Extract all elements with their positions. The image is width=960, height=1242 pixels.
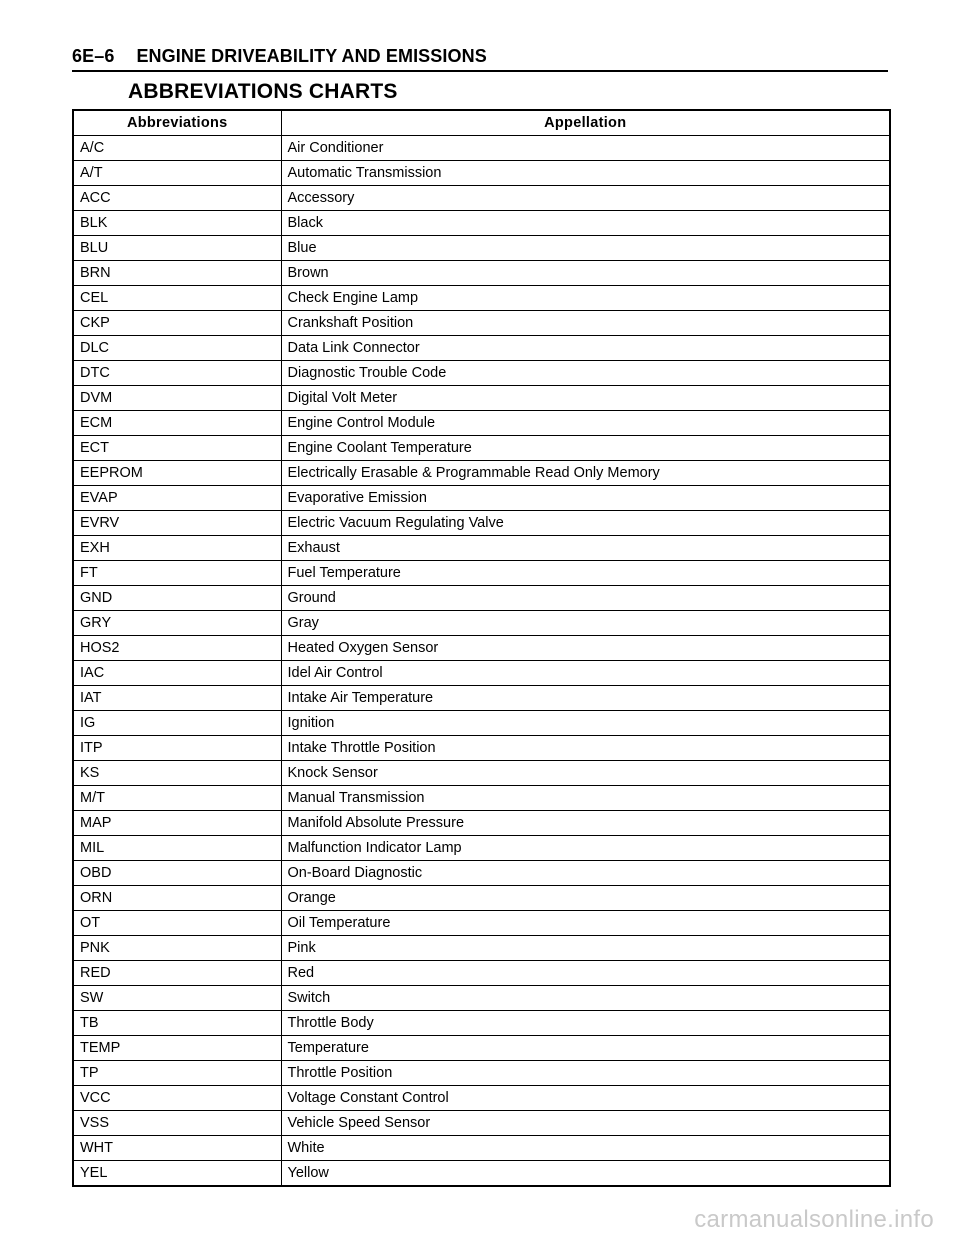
appellation-cell: Vehicle Speed Sensor bbox=[281, 1111, 890, 1136]
chapter-title: ENGINE DRIVEABILITY AND EMISSIONS bbox=[136, 46, 487, 66]
appellation-cell: Intake Throttle Position bbox=[281, 736, 890, 761]
appellation-cell: Blue bbox=[281, 236, 890, 261]
appellation-cell: Fuel Temperature bbox=[281, 561, 890, 586]
table-row bbox=[73, 661, 890, 686]
appellation-cell: Oil Temperature bbox=[281, 911, 890, 936]
table-row bbox=[73, 1011, 890, 1036]
page-number: 6E–6 bbox=[72, 46, 115, 66]
table-row bbox=[73, 486, 890, 511]
table-row bbox=[73, 911, 890, 936]
abbreviation-cell: ECT bbox=[73, 436, 281, 461]
abbreviation-cell: IG bbox=[73, 711, 281, 736]
table-row bbox=[73, 961, 890, 986]
appellation-cell: Knock Sensor bbox=[281, 761, 890, 786]
table-row bbox=[73, 1086, 890, 1111]
table-row bbox=[73, 461, 890, 486]
appellation-cell: Air Conditioner bbox=[281, 136, 890, 161]
appellation-cell: Crankshaft Position bbox=[281, 311, 890, 336]
appellation-cell: Automatic Transmission bbox=[281, 161, 890, 186]
appellation-cell: Heated Oxygen Sensor bbox=[281, 636, 890, 661]
section-title: ABBREVIATIONS CHARTS bbox=[128, 80, 398, 103]
appellation-cell: Temperature bbox=[281, 1036, 890, 1061]
table-row bbox=[73, 336, 890, 361]
abbreviation-cell: VSS bbox=[73, 1111, 281, 1136]
abbreviation-cell: ACC bbox=[73, 186, 281, 211]
table-row bbox=[73, 561, 890, 586]
appellation-cell: Evaporative Emission bbox=[281, 486, 890, 511]
abbreviation-cell: DVM bbox=[73, 386, 281, 411]
table-row bbox=[73, 1061, 890, 1086]
table-row bbox=[73, 386, 890, 411]
appellation-cell: Idel Air Control bbox=[281, 661, 890, 686]
abbreviation-cell: HOS2 bbox=[73, 636, 281, 661]
abbreviation-cell: PNK bbox=[73, 936, 281, 961]
table-row bbox=[73, 786, 890, 811]
appellation-cell: Manifold Absolute Pressure bbox=[281, 811, 890, 836]
table-row bbox=[73, 1036, 890, 1061]
abbreviation-cell: ORN bbox=[73, 886, 281, 911]
table-row bbox=[73, 161, 890, 186]
appellation-cell: Electrically Erasable & Programmable Read Only Memory bbox=[281, 461, 890, 486]
appellation-cell: Ground bbox=[281, 586, 890, 611]
abbreviation-cell: TEMP bbox=[73, 1036, 281, 1061]
table-row bbox=[73, 436, 890, 461]
abbreviation-cell: TP bbox=[73, 1061, 281, 1086]
abbreviation-cell: KS bbox=[73, 761, 281, 786]
abbreviation-cell: IAC bbox=[73, 661, 281, 686]
table-row bbox=[73, 136, 890, 161]
table-row bbox=[73, 636, 890, 661]
appellation-cell: Data Link Connector bbox=[281, 336, 890, 361]
appellation-cell: Switch bbox=[281, 986, 890, 1011]
abbreviation-cell: EVRV bbox=[73, 511, 281, 536]
appellation-cell: On-Board Diagnostic bbox=[281, 861, 890, 886]
abbreviation-cell: FT bbox=[73, 561, 281, 586]
page-header bbox=[72, 44, 888, 72]
appellation-cell: Throttle Body bbox=[281, 1011, 890, 1036]
table-body bbox=[73, 136, 890, 1187]
abbreviation-cell: IAT bbox=[73, 686, 281, 711]
table-row bbox=[73, 411, 890, 436]
table-row bbox=[73, 186, 890, 211]
abbreviation-cell: VCC bbox=[73, 1086, 281, 1111]
appellation-cell: Engine Control Module bbox=[281, 411, 890, 436]
table-row bbox=[73, 986, 890, 1011]
table-row bbox=[73, 836, 890, 861]
appellation-cell: Gray bbox=[281, 611, 890, 636]
appellation-cell: Brown bbox=[281, 261, 890, 286]
appellation-cell: Ignition bbox=[281, 711, 890, 736]
table-row bbox=[73, 511, 890, 536]
appellation-cell: Yellow bbox=[281, 1161, 890, 1187]
abbreviation-cell: RED bbox=[73, 961, 281, 986]
abbreviation-cell: EVAP bbox=[73, 486, 281, 511]
appellation-cell: Black bbox=[281, 211, 890, 236]
appellation-cell: Throttle Position bbox=[281, 1061, 890, 1086]
abbreviation-cell: ECM bbox=[73, 411, 281, 436]
table-row bbox=[73, 886, 890, 911]
table-row bbox=[73, 936, 890, 961]
abbreviation-cell: ITP bbox=[73, 736, 281, 761]
header-text bbox=[72, 46, 487, 67]
table-row bbox=[73, 686, 890, 711]
table-row bbox=[73, 261, 890, 286]
table-row bbox=[73, 736, 890, 761]
abbreviation-cell: EEPROM bbox=[73, 461, 281, 486]
appellation-cell: Intake Air Temperature bbox=[281, 686, 890, 711]
appellation-cell: Electric Vacuum Regulating Valve bbox=[281, 511, 890, 536]
table-row bbox=[73, 1111, 890, 1136]
appellation-cell: Engine Coolant Temperature bbox=[281, 436, 890, 461]
watermark: carmanualsonline.info bbox=[694, 1206, 934, 1233]
table-row bbox=[73, 761, 890, 786]
table-row bbox=[73, 311, 890, 336]
table-row bbox=[73, 1136, 890, 1161]
abbreviation-cell: DLC bbox=[73, 336, 281, 361]
abbreviation-cell: TB bbox=[73, 1011, 281, 1036]
appellation-cell: Red bbox=[281, 961, 890, 986]
table-row bbox=[73, 586, 890, 611]
appellation-cell: Manual Transmission bbox=[281, 786, 890, 811]
table-row bbox=[73, 1161, 890, 1187]
abbreviation-cell: DTC bbox=[73, 361, 281, 386]
table-row bbox=[73, 711, 890, 736]
appellation-cell: Diagnostic Trouble Code bbox=[281, 361, 890, 386]
abbreviation-cell: A/T bbox=[73, 161, 281, 186]
appellation-cell: Check Engine Lamp bbox=[281, 286, 890, 311]
column-header-abbreviations: Abbreviations bbox=[73, 110, 281, 136]
abbreviation-cell: YEL bbox=[73, 1161, 281, 1187]
table-row bbox=[73, 286, 890, 311]
appellation-cell: Voltage Constant Control bbox=[281, 1086, 890, 1111]
table-row bbox=[73, 861, 890, 886]
table-header-row bbox=[73, 110, 890, 136]
appellation-cell: Digital Volt Meter bbox=[281, 386, 890, 411]
abbreviations-table bbox=[72, 109, 891, 1187]
abbreviation-cell: BRN bbox=[73, 261, 281, 286]
abbreviation-cell: GND bbox=[73, 586, 281, 611]
appellation-cell: Orange bbox=[281, 886, 890, 911]
appellation-cell: White bbox=[281, 1136, 890, 1161]
abbreviation-cell: OBD bbox=[73, 861, 281, 886]
table-row bbox=[73, 811, 890, 836]
abbreviation-cell: MIL bbox=[73, 836, 281, 861]
column-header-appellation: Appellation bbox=[281, 110, 890, 136]
appellation-cell: Malfunction Indicator Lamp bbox=[281, 836, 890, 861]
appellation-cell: Pink bbox=[281, 936, 890, 961]
abbreviation-cell: BLK bbox=[73, 211, 281, 236]
abbreviation-cell: MAP bbox=[73, 811, 281, 836]
appellation-cell: Exhaust bbox=[281, 536, 890, 561]
abbreviation-cell: M/T bbox=[73, 786, 281, 811]
table-row bbox=[73, 236, 890, 261]
table-row bbox=[73, 536, 890, 561]
abbreviation-cell: A/C bbox=[73, 136, 281, 161]
abbreviation-cell: EXH bbox=[73, 536, 281, 561]
appellation-cell: Accessory bbox=[281, 186, 890, 211]
abbreviation-cell: SW bbox=[73, 986, 281, 1011]
table-row bbox=[73, 611, 890, 636]
abbreviation-cell: WHT bbox=[73, 1136, 281, 1161]
abbreviation-cell: BLU bbox=[73, 236, 281, 261]
table-row bbox=[73, 361, 890, 386]
abbreviation-cell: CEL bbox=[73, 286, 281, 311]
table-row bbox=[73, 211, 890, 236]
abbreviation-cell: CKP bbox=[73, 311, 281, 336]
abbreviation-cell: OT bbox=[73, 911, 281, 936]
abbreviation-cell: GRY bbox=[73, 611, 281, 636]
